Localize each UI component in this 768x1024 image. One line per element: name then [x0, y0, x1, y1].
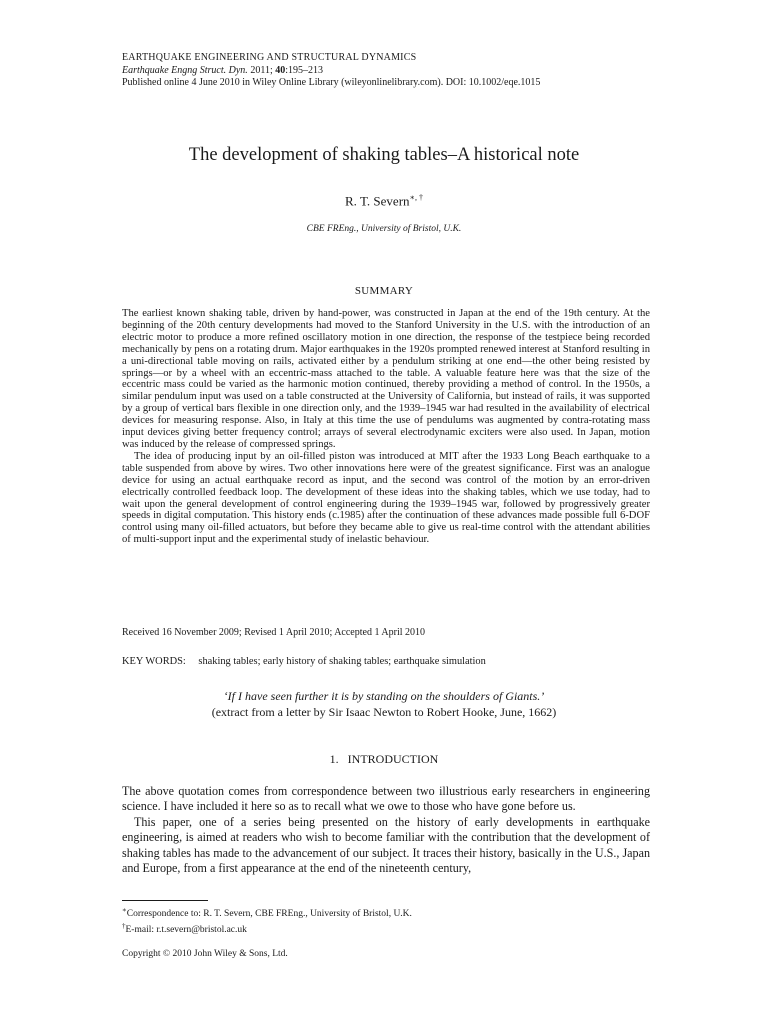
footnote-email: [122, 920, 650, 936]
footnote-text: E-mail: r.t.severn@bristol.ac.uk: [125, 925, 247, 936]
citation-year: 2011;: [250, 64, 273, 76]
summary-paragraph: The idea of producing input by an oil-filled piston was introduced at MIT after the 1933 Long Beach earthquake to a table suspended from above by wires. Two other innovations here were of the greatest significance. First was an analogue device for using an actual earthquake record as input, and the second was control of the motion by an error-driven electrically controlled feedback loop. The development of these ideas into the shaking tables, which we use today, had to wait upon the general development of control engineering during the 1939–1945 war, followed by progressively greater speeds in digital computation. This history ends (c.1985) after the continuation of these advances made possible full 6-DOF control using many oil-filled actuators, but before they became able to give us real-time control with the attendant abilities of multi-support input and the experimental study of inelastic behaviour.: [122, 450, 650, 546]
paper-title: The development of shaking tables–A historical note: [188, 145, 580, 165]
citation-abbrev: Earthquake Engng Struct. Dyn.: [122, 64, 248, 76]
epigraph: [0, 688, 768, 720]
published-line: Published online 4 June 2010 in Wiley Online Library (wileyonlinelibrary.com). DOI: 10.1002/eqe.1015: [122, 77, 541, 88]
introduction-body: [122, 784, 650, 876]
journal-name: EARTHQUAKE ENGINEERING AND STRUCTURAL DYNAMICS: [122, 52, 417, 63]
footnotes: [122, 904, 650, 936]
epigraph-source: (extract from a letter by Sir Isaac Newton to Robert Hooke, June, 1662): [211, 705, 557, 719]
section-title: INTRODUCTION: [347, 752, 439, 766]
keywords-line: [122, 656, 650, 667]
epigraph-quote: ‘If I have seen further it is by standing on the shoulders of Giants.’: [223, 689, 545, 703]
footnote-mark: †: [122, 922, 126, 931]
citation-pages: :195–213: [285, 64, 324, 76]
footnote-mark: ∗: [122, 906, 127, 914]
body-paragraph: This paper, one of a series being presented on the history of early developments in earthquake engineering, is aimed at readers who wish to become familiar with the contribution that the development of shaking tables has made to the advancement of our subject. It traces their history, basically in the U.S., Japan and Europe, from a first appearance at the end of the nineteenth century,: [122, 814, 650, 876]
keywords-label: KEY WORDS:: [122, 656, 186, 667]
section-heading: [0, 752, 768, 767]
summary-heading: SUMMARY: [354, 285, 414, 297]
summary-paragraph: The earliest known shaking table, driven by hand-power, was constructed in Japan at the end of the 19th century. At the beginning of the 20th century developments had moved to the Stanford University in the U.S. with the introduction of an electric motor to produce a more refined oscillatory motion in one direction, the response of the testpiece being recorded mechanically by pens on a rotating drum. Major earthquakes in the 1920s prompted renewed interest at Stanford resulting in a uni-directional table moving on rails, activated either by a pendulum striking at one end—the other being resisted by springs—or by a wheel with an eccentric-mass attached to the table. A valuable feature here was that the size of the eccentric mass could be varied as the harmonic motion continued, thereby providing a method of control. In the 1950s, a similar pendulum input was used on a table constructed at the University of California, but instead of rails, it was supported by a group of vertical bars flexible in one direction only, and the 1939–1945 war had resulted in the availability of electrical devices for measuring response. Also, in Italy at this time the use of pendulums was augmented by contra-rotating mass input devices giving better frequency control; arrays of several electrodynamic exciters were also used. In Japan, motion was induced by the release of compressed springs.: [122, 308, 650, 450]
citation-volume: 40: [275, 64, 286, 76]
section-number: 1.: [329, 752, 339, 766]
author-marks: ∗, †: [409, 193, 423, 202]
citation-line: [122, 65, 662, 78]
author-name: R. T. Severn: [345, 193, 410, 209]
summary-body: [122, 308, 650, 546]
footnote-text: Correspondence to: R. T. Severn, CBE FREng., University of Bristol, U.K.: [126, 909, 412, 920]
footnote-rule: [122, 900, 208, 901]
body-paragraph: The above quotation comes from correspondence between two illustrious early researchers in engineering science. I have included it here so as to recall what we owe to those who have gone before us.: [122, 784, 650, 814]
keywords-text: shaking tables; early history of shaking tables; earthquake simulation: [198, 656, 486, 667]
received-dates: Received 16 November 2009; Revised 1 April 2010; Accepted 1 April 2010: [122, 627, 425, 638]
copyright-notice: Copyright © 2010 John Wiley & Sons, Ltd.: [122, 949, 288, 959]
journal-header: [122, 52, 662, 90]
footnote-correspondence: [122, 904, 650, 920]
author-line: [0, 193, 768, 209]
author-affiliation: CBE FREng., University of Bristol, U.K.: [306, 224, 462, 234]
